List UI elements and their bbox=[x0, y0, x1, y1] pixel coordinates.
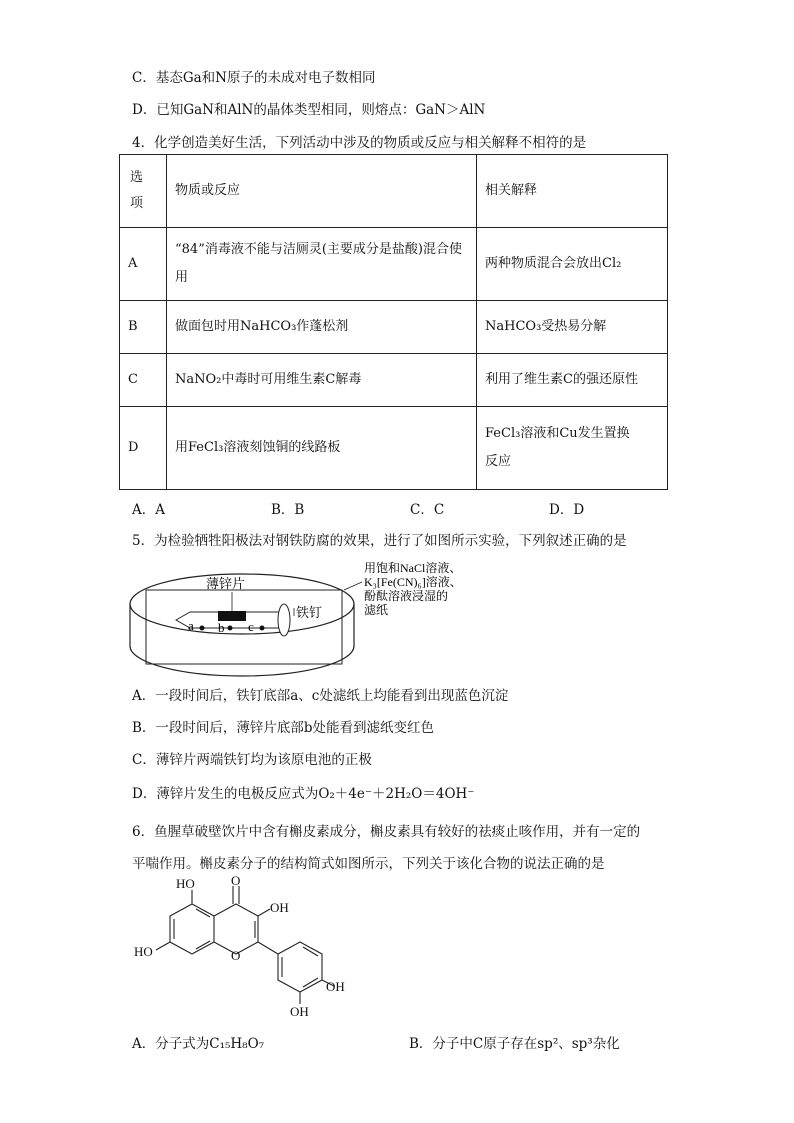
filter-label-3: 酚酞溶液浸湿的 bbox=[364, 589, 449, 603]
label-oh-bottom: OH bbox=[290, 1004, 309, 1019]
filter-leader bbox=[344, 582, 362, 590]
header-substance: 物质或反应 bbox=[167, 155, 477, 228]
q4-answer-d: D．D bbox=[549, 502, 585, 518]
label-ho-top: HO bbox=[176, 876, 195, 891]
label-o-ring: O bbox=[231, 948, 241, 963]
q5-option-b: B．一段时间后，薄锌片底部b处能看到滤纸变红色 bbox=[132, 720, 435, 736]
row-b-option: B bbox=[120, 301, 167, 354]
row-d-option: D bbox=[120, 407, 167, 490]
row-c-substance: NaNO₂中毒时可用维生素C解毒 bbox=[167, 354, 477, 407]
q4-answer-a: A．A bbox=[132, 502, 165, 518]
q5-option-a: A．一段时间后，铁钉底部a、c处滤纸上均能看到出现蓝色沉淀 bbox=[132, 688, 509, 704]
point-a-dot bbox=[200, 626, 205, 631]
q5-option-c: C．薄锌片两端铁钉均为该原电池的正极 bbox=[132, 752, 372, 768]
filter-label-1: 用饱和NaCl溶液、 bbox=[364, 561, 462, 575]
point-c-label: c bbox=[248, 619, 254, 634]
filter-label-4: 滤纸 bbox=[364, 603, 389, 617]
row-c-option: C bbox=[120, 354, 167, 407]
point-b-dot bbox=[228, 626, 233, 631]
header-explain: 相关解释 bbox=[477, 155, 668, 228]
table-row bbox=[120, 301, 668, 354]
filter-label-2: K₃[Fe(CN)₆]溶液、 bbox=[364, 575, 462, 589]
q6-stem-2: 平喘作用。槲皮素分子的结构简式如图所示，下列关于该化合物的说法正确的是 bbox=[132, 856, 605, 872]
table-header-row bbox=[120, 155, 668, 228]
q5-option-d: D．薄锌片发生的电极反应式为O₂＋4e⁻＋2H₂O＝4OH⁻ bbox=[132, 786, 475, 802]
row-a-substance-text: “84”消毒液不能与洁厕灵(主要成分是盐酸)混合使用 bbox=[175, 242, 462, 285]
row-a-explain: 两种物质混合会放出Cl₂ bbox=[477, 228, 668, 301]
q3-option-c: C．基态Ga和N原子的未成对电子数相同 bbox=[132, 70, 376, 86]
nail-head bbox=[278, 604, 290, 636]
table-row bbox=[120, 228, 668, 301]
row-d-explain-text: FeCl₃溶液和Cu发生置换反应 bbox=[485, 426, 630, 469]
q4-stem: 4．化学创造美好生活，下列活动中涉及的物质或反应与相关解释不相符的是 bbox=[132, 135, 587, 151]
q4-table bbox=[119, 154, 668, 490]
q6-option-a: A．分子式为C₁₅H₈O₇ bbox=[132, 1036, 265, 1052]
row-b-substance: 做面包时用NaHCO₃作蓬松剂 bbox=[167, 301, 477, 354]
label-oh-far: OH bbox=[326, 979, 345, 994]
header-option: 选 项 bbox=[120, 155, 167, 228]
row-d-substance: 用FeCl₃溶液刻蚀铜的线路板 bbox=[167, 407, 477, 490]
ring-b bbox=[278, 942, 322, 992]
nail-label: 铁钉 bbox=[296, 605, 323, 620]
row-a-substance bbox=[167, 228, 477, 301]
ring-a bbox=[170, 904, 214, 954]
row-a-option: A bbox=[120, 228, 167, 301]
q3-option-d: D．已知GaN和AlN的晶体类型相同，则熔点：GaN＞AlN bbox=[132, 102, 486, 118]
petri-dish-diagram bbox=[126, 560, 526, 680]
q4-answer-b: B．B bbox=[271, 502, 305, 518]
row-c-explain: 利用了维生素C的强还原性 bbox=[477, 354, 668, 407]
ring-c bbox=[214, 904, 258, 954]
q4-answer-c: C．C bbox=[410, 502, 445, 518]
q5-stem: 5．为检验牺牲阳极法对钢铁防腐的效果，进行了如图所示实验，下列叙述正确的是 bbox=[132, 533, 627, 549]
label-oh-right: OH bbox=[270, 900, 289, 915]
label-o-carbonyl: O bbox=[231, 876, 241, 888]
table-row bbox=[120, 354, 668, 407]
q6-option-b: B．分子中C原子存在sp²、sp³杂化 bbox=[409, 1036, 620, 1052]
point-c-dot bbox=[260, 626, 265, 631]
point-a-label: a bbox=[188, 618, 194, 633]
label-ho-left: HO bbox=[134, 944, 153, 959]
row-b-explain: NaHCO₃受热易分解 bbox=[477, 301, 668, 354]
q6-stem-1: 6．鱼腥草破壁饮片中含有槲皮素成分，槲皮素具有较好的祛痰止咳作用，并有一定的 bbox=[132, 824, 641, 840]
table-row bbox=[120, 407, 668, 490]
quercetin-structure bbox=[130, 876, 350, 1021]
point-b-label: b bbox=[218, 620, 225, 635]
row-d-explain bbox=[477, 407, 668, 490]
zinc-label: 薄锌片 bbox=[206, 576, 246, 591]
